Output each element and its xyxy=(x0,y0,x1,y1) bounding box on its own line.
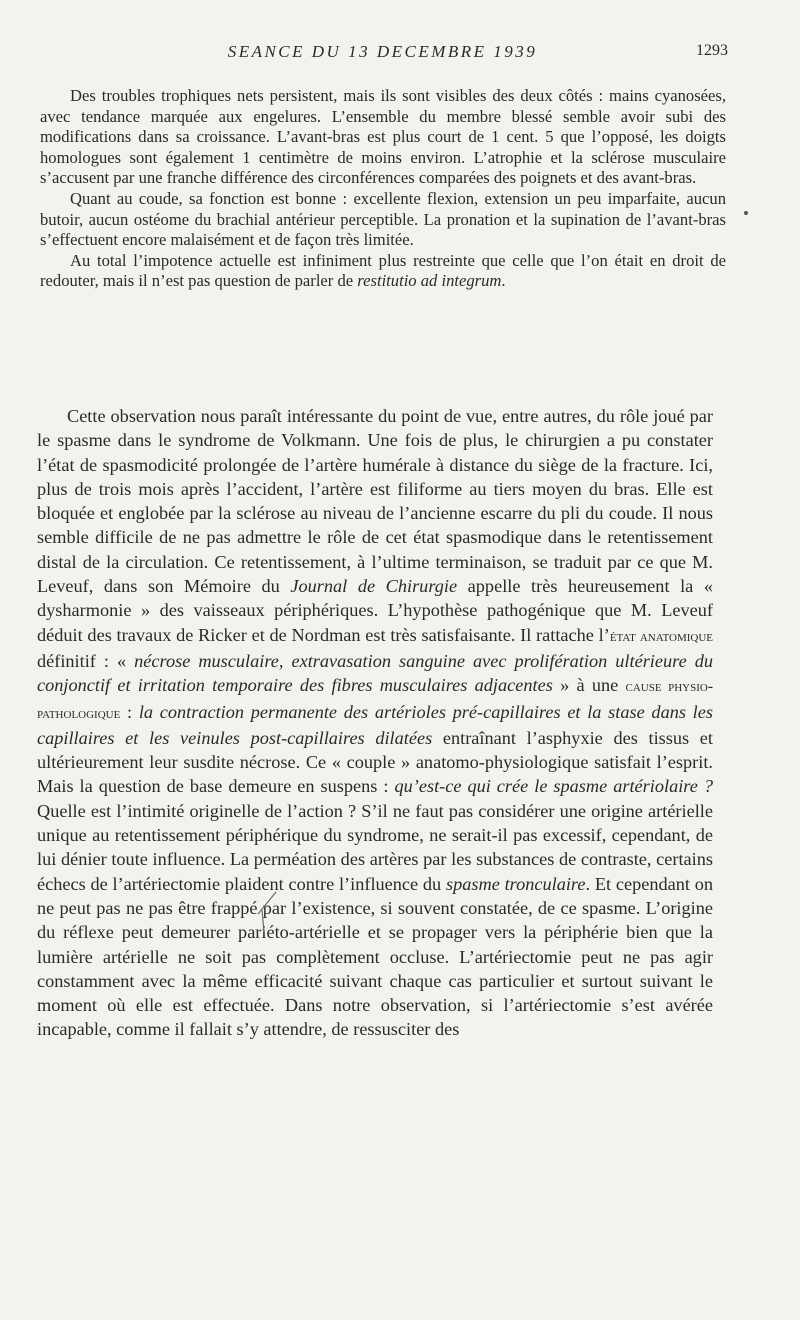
text-run: Cette observation nous paraît intéressante du point de vue, entre autres, du rôle joué par le spasme dans le syndrome de Volkmann. Une fois de plus, le chirurgien a pu constater l’état de spasmodicité prolongée de l’artère humérale à distance du siège de la fracture. Ici, plus de trois mois après l’accident, l’artère est filiforme au tiers moyen du bras. Elle est bloquée et englobée par la sclérose au niveau de l’ancienne escarre du pli du coude. Il nous semble difficile de ne pas admettre le rôle de cet état spasmodique dans le retentissement distal de la circulation. Ce retentissement, à l’ultime terminaison, se traduit par ce que M. Leveuf, dans son Mémoire du xyxy=(37,406,713,597)
small-caps-run: cause physio-pathologique xyxy=(37,678,714,722)
ink-dot-mark xyxy=(744,211,748,215)
text-run: » à une xyxy=(552,675,626,696)
text-run: : xyxy=(120,701,139,722)
paragraph-trophic-troubles: Des troubles trophiques nets persistent, mais ils sont visibles des deux côtés : mains cyanosées, avec tendance marquée aux engelures. L’ensemble du membre blessé semble avoir subi des modifications dans sa croissance. L’avant-bras est plus court de 1 cent. 5 que l’opposé, les doigts homologues sont également 1 centimètre de moins environ. L’atrophie et la sclérose musculaire s’accusent par une franche différence des circonférences comparées des poignets et des avant-bras. xyxy=(40,86,726,188)
journal-title: Journal de Chirurgie xyxy=(290,576,458,597)
running-head: SEANCE DU 13 DECEMBRE 1939 xyxy=(227,42,538,61)
small-caps-run: état anatomique xyxy=(609,627,713,645)
paragraph-total-impotence xyxy=(40,251,726,292)
commentary-section xyxy=(37,404,713,1042)
paragraph-commentary xyxy=(37,404,713,1042)
text-run: Quelle est l’intimité originelle de l’action ? S’il ne faut pas considérer une origine artérielle unique au retentissement périphérique du syndrome, ne serait-il pas excessif, cependant, de lui dénier toute influence. La perméation des artères par les substances de contraste, certains échecs de l’artériectomie plaident contre l’influence du xyxy=(37,800,713,894)
text-run: entraînant l’asphyxie des tissus et ultérieurement leur susdite nécrose. Ce « couple » anatomo-physiologique satisfait l’esprit. Mais la question de base demeure en suspens : xyxy=(37,727,713,797)
italic-quote: nécrose musculaire, extravasation sanguine avec prolifération ultérieure du conjonctif et irritation temporaire des fibres musculaires adjacentes xyxy=(37,650,713,696)
text-run: . xyxy=(501,271,506,291)
italic-quote: la contraction permanente des artérioles pré-capillaires et la stase dans les capillaires et les veinules post-capillaires dilatées xyxy=(37,701,713,748)
text-run: Au total l’impotence actuelle est infiniment plus restreinte que celle que l’on était en droit de redouter, mais il n’est pas question de parler de xyxy=(40,250,726,291)
pencil-annotation-mark xyxy=(254,888,284,936)
page-header xyxy=(37,42,728,64)
text-run: appelle très heureusement la « dysharmonie » des vaisseaux périphériques. L’hypothèse pathogénique que M. Leveuf déduit des travaux de Ricker et de Nordman est très satisfaisante. Il rattache l’ xyxy=(37,576,713,645)
case-report-section xyxy=(40,86,726,292)
page-number: 1293 xyxy=(696,42,728,59)
text-run: définitif : « xyxy=(37,650,135,671)
paragraph-elbow-function: Quant au coude, sa fonction est bonne : excellente flexion, extension un peu imparfaite, aucun butoir, aucun ostéome du brachial antérieur perceptible. La pronation et la supination de l’avant-bras s’effectuent encore malaisément et de façon très limitée. xyxy=(40,188,726,250)
italic-question: qu’est-ce qui crée le spasme artériolaire ? xyxy=(394,776,713,797)
text-run: . Et cependant on ne peut pas ne pas être frappé par l’existence, si souvent constatée, de ce spasme. L’origine du réflexe peut demeurer pariéto-artérielle et se propager vers la périphérie bien que la lumière artérielle ne soit pas complètement occluse. L’artériectomie peut ne pas agir constamment avec la même efficacité suivant chaque cas particulier et surtout suivant le moment où elle est effectuée. Dans notre observation, si l’artériectomie s’est avérée incapable, comme il fallait s’y attendre, de ressusciter des xyxy=(37,873,713,1040)
italic-run: restitutio ad integrum xyxy=(357,271,502,291)
italic-run: spasme tronculaire xyxy=(445,873,586,894)
